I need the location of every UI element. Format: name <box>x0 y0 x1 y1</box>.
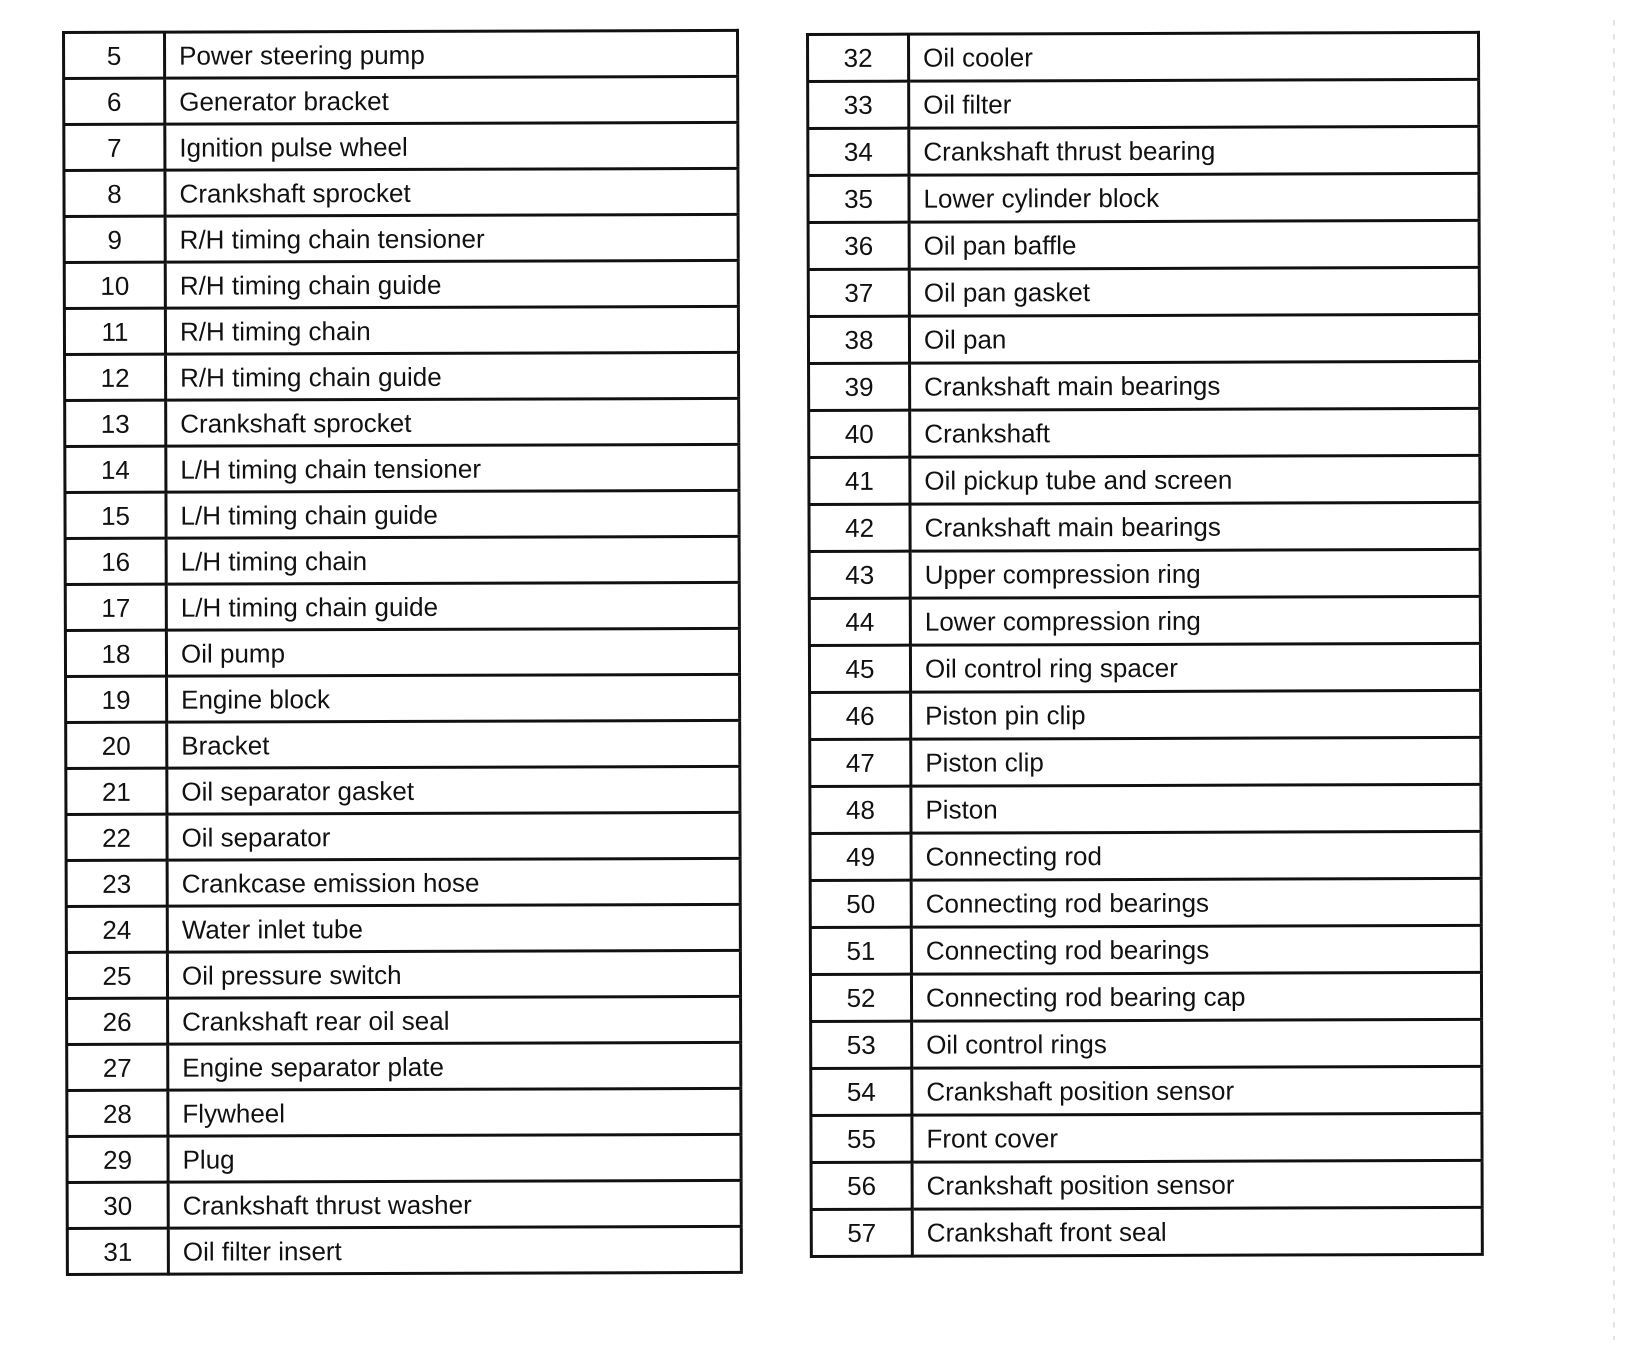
table-row <box>64 260 738 308</box>
part-number: 49 <box>810 833 911 880</box>
part-number: 14 <box>65 446 166 492</box>
part-number: 56 <box>811 1162 912 1209</box>
part-number: 27 <box>67 1044 168 1090</box>
part-number: 20 <box>66 722 167 768</box>
table-row <box>811 1113 1482 1162</box>
table-row <box>809 643 1480 692</box>
part-description: Engine separator plate <box>168 1042 741 1090</box>
table-row <box>65 536 739 584</box>
part-number: 24 <box>66 906 167 952</box>
table-row <box>810 690 1481 739</box>
table-row <box>64 122 738 170</box>
part-number: 29 <box>67 1136 168 1182</box>
part-description: Oil pump <box>166 628 739 676</box>
part-number: 36 <box>808 222 909 269</box>
part-description: Oil pan gasket <box>909 267 1479 316</box>
table-row <box>66 766 740 814</box>
part-description: Oil separator gasket <box>167 766 740 814</box>
part-description: Oil control rings <box>912 1019 1482 1068</box>
parts-table-right-body <box>808 32 1483 1256</box>
part-description: R/H timing chain guide <box>165 260 738 308</box>
table-row <box>808 314 1479 363</box>
table-row <box>810 925 1481 974</box>
part-description: Oil filter <box>909 79 1479 128</box>
table-row <box>67 996 741 1044</box>
table-row <box>64 168 738 216</box>
part-number: 30 <box>67 1182 168 1228</box>
part-number: 5 <box>64 32 165 78</box>
part-description: L/H timing chain tensioner <box>166 444 739 492</box>
part-description: Front cover <box>912 1113 1482 1162</box>
table-row <box>809 408 1480 457</box>
table-row <box>810 831 1481 880</box>
part-number: 38 <box>808 316 909 363</box>
part-number: 26 <box>67 998 168 1044</box>
part-description: Oil pressure switch <box>167 950 740 998</box>
part-number: 21 <box>66 768 167 814</box>
part-number: 13 <box>65 400 166 446</box>
part-number: 25 <box>66 952 167 998</box>
part-description: L/H timing chain <box>166 536 739 584</box>
part-description: Connecting rod bearing cap <box>911 972 1481 1021</box>
part-description: Generator bracket <box>165 76 738 124</box>
part-description: Oil cooler <box>909 32 1479 81</box>
table-row <box>808 126 1479 175</box>
part-number: 44 <box>809 598 910 645</box>
table-row <box>811 1160 1482 1209</box>
part-number: 40 <box>809 410 910 457</box>
table-row <box>809 502 1480 551</box>
part-number: 52 <box>810 974 911 1021</box>
table-row <box>66 904 740 952</box>
part-description: Power steering pump <box>165 30 738 78</box>
table-row <box>65 444 739 492</box>
part-description: Connecting rod bearings <box>911 925 1481 974</box>
part-number: 50 <box>810 880 911 927</box>
table-row <box>810 878 1481 927</box>
table-row <box>66 674 740 722</box>
part-number: 34 <box>808 128 909 175</box>
part-number: 54 <box>811 1068 912 1115</box>
table-row <box>809 361 1480 410</box>
part-number: 57 <box>811 1209 912 1256</box>
part-number: 48 <box>810 786 911 833</box>
part-description: Ignition pulse wheel <box>165 122 738 170</box>
part-number: 53 <box>811 1021 912 1068</box>
part-description: Crankshaft rear oil seal <box>168 996 741 1044</box>
part-description: Oil pan <box>909 314 1479 363</box>
table-row <box>66 858 740 906</box>
part-number: 19 <box>66 676 167 722</box>
part-description: Crankcase emission hose <box>167 858 740 906</box>
part-number: 55 <box>811 1115 912 1162</box>
part-number: 8 <box>64 170 165 216</box>
part-description: R/H timing chain <box>165 306 738 354</box>
table-row <box>809 549 1480 598</box>
part-number: 10 <box>64 262 165 308</box>
part-description: Lower cylinder block <box>909 173 1479 222</box>
table-row <box>64 76 738 124</box>
part-number: 22 <box>66 814 167 860</box>
part-number: 23 <box>66 860 167 906</box>
part-number: 11 <box>64 308 165 354</box>
part-description: Piston <box>911 784 1481 833</box>
part-number: 32 <box>808 34 909 81</box>
part-description: Engine block <box>167 674 740 722</box>
part-description: Crankshaft sprocket <box>165 168 738 216</box>
part-description: Crankshaft front seal <box>912 1207 1482 1256</box>
part-description: Flywheel <box>168 1088 741 1136</box>
part-description: Crankshaft position sensor <box>912 1160 1482 1209</box>
part-description: L/H timing chain guide <box>166 582 739 630</box>
part-number: 16 <box>65 538 166 584</box>
table-row <box>810 784 1481 833</box>
part-description: Crankshaft position sensor <box>912 1066 1482 1115</box>
table-row <box>67 1088 741 1136</box>
part-number: 9 <box>64 216 165 262</box>
part-description: Oil control ring spacer <box>910 643 1480 692</box>
part-number: 17 <box>65 584 166 630</box>
table-row <box>811 1207 1482 1256</box>
table-row <box>810 972 1481 1021</box>
part-description: Oil pan baffle <box>909 220 1479 269</box>
parts-table-left-body <box>64 30 742 1274</box>
table-row <box>809 596 1480 645</box>
table-row <box>64 214 738 262</box>
table-row <box>64 306 738 354</box>
table-row <box>808 79 1479 128</box>
table-row <box>810 737 1481 786</box>
part-description: Crankshaft <box>910 408 1480 457</box>
part-number: 37 <box>808 269 909 316</box>
part-description: Crankshaft thrust bearing <box>909 126 1479 175</box>
table-row <box>67 1042 741 1090</box>
table-row <box>67 1134 741 1182</box>
part-number: 43 <box>809 551 910 598</box>
part-description: Crankshaft main bearings <box>910 361 1480 410</box>
part-description: Plug <box>168 1134 741 1182</box>
part-description: Upper compression ring <box>910 549 1480 598</box>
table-row <box>808 173 1479 222</box>
table-row <box>65 398 739 446</box>
part-number: 46 <box>810 692 911 739</box>
part-number: 12 <box>65 354 166 400</box>
parts-table-left <box>62 29 743 1276</box>
table-row <box>65 628 739 676</box>
table-row <box>65 582 739 630</box>
table-row <box>808 32 1479 81</box>
part-description: Lower compression ring <box>910 596 1480 645</box>
part-number: 47 <box>810 739 911 786</box>
part-description: Crankshaft main bearings <box>910 502 1480 551</box>
part-description: Connecting rod <box>911 831 1481 880</box>
table-row <box>66 950 740 998</box>
part-description: Crankshaft thrust washer <box>168 1180 741 1228</box>
part-description: L/H timing chain guide <box>166 490 739 538</box>
table-row <box>65 490 739 538</box>
part-description: Oil pickup tube and screen <box>910 455 1480 504</box>
part-description: Piston clip <box>911 737 1481 786</box>
part-description: Connecting rod bearings <box>911 878 1481 927</box>
part-number: 42 <box>809 504 910 551</box>
part-description: R/H timing chain tensioner <box>165 214 738 262</box>
part-number: 18 <box>65 630 166 676</box>
table-row <box>811 1066 1482 1115</box>
table-row <box>808 220 1479 269</box>
table-row <box>809 455 1480 504</box>
part-description: Water inlet tube <box>167 904 740 952</box>
table-row <box>808 267 1479 316</box>
scan-edge-marks <box>1613 20 1615 1340</box>
part-description: Piston pin clip <box>911 690 1481 739</box>
part-description: R/H timing chain guide <box>166 352 739 400</box>
part-number: 39 <box>809 363 910 410</box>
table-row <box>811 1019 1482 1068</box>
part-number: 35 <box>808 175 909 222</box>
part-description: Oil filter insert <box>168 1226 741 1274</box>
table-row <box>64 30 738 78</box>
part-description: Crankshaft sprocket <box>166 398 739 446</box>
part-number: 6 <box>64 78 165 124</box>
table-row <box>67 1180 741 1228</box>
table-row <box>65 352 739 400</box>
part-description: Bracket <box>167 720 740 768</box>
part-number: 7 <box>64 124 165 170</box>
table-row <box>66 812 740 860</box>
part-description: Oil separator <box>167 812 740 860</box>
part-number: 28 <box>67 1090 168 1136</box>
part-number: 41 <box>809 457 910 504</box>
part-number: 31 <box>67 1228 168 1274</box>
part-number: 45 <box>809 645 910 692</box>
part-number: 15 <box>65 492 166 538</box>
part-number: 51 <box>810 927 911 974</box>
table-row <box>67 1226 741 1274</box>
part-number: 33 <box>808 81 909 128</box>
table-row <box>66 720 740 768</box>
parts-table-right <box>806 31 1484 1258</box>
